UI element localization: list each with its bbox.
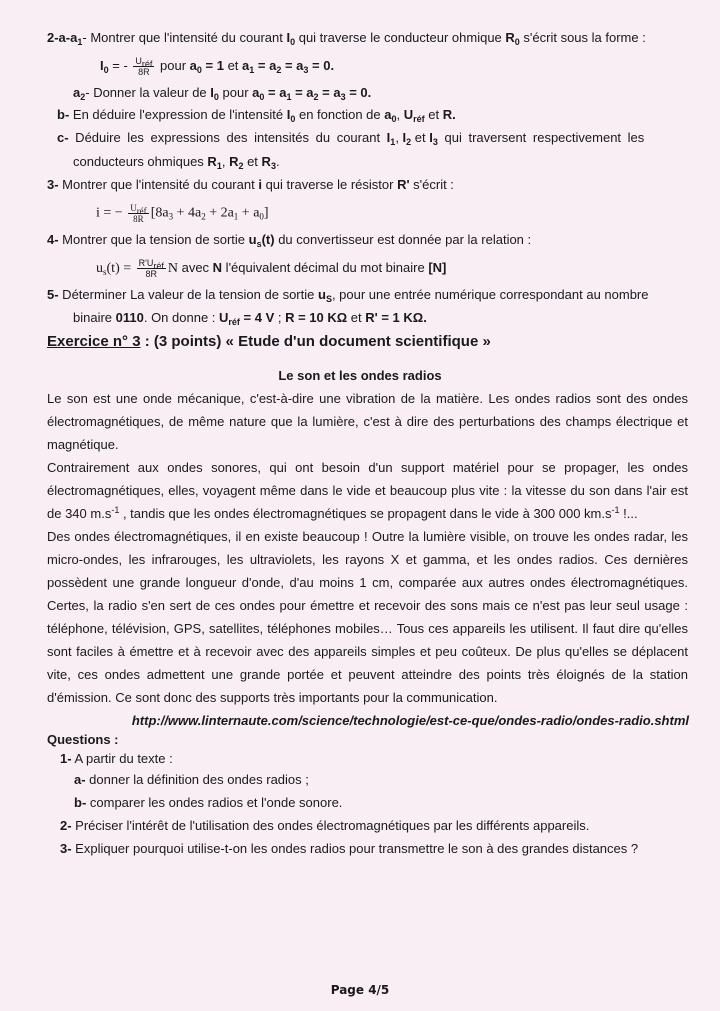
equation-i0: $I_0$ = - $\frac{U_{réf}}{8R}$ pour $a_0 = 1$ et $a_1 = a_2 = a_3 = 0$. xyxy=(100,56,335,77)
questions-title: Questions : xyxy=(47,732,119,747)
question-3: 3- Montrer que l'intensité du courant i qui traverse le résistor R' s'écrit : xyxy=(47,177,454,192)
question-b: b- En déduire l'expression de l'intensité $I_0$ en fonction de $a_0$, $U_{réf}$ et R. xyxy=(57,107,456,124)
paragraph-2: Contrairement aux ondes sonores, qui ont besoin d'un support matériel pour se propager, les ondes électromagnétiques, elles, voyagent même dans le vide et beaucoup plus vite : la vitesse du son dans l'air est de 340 $m.s^{-1}$ , tandis que les ondes électromagnétiques se propagent dans le vide à 300 000 $km.s^{-1}$ !... xyxy=(47,460,688,521)
source-url: http://www.linternaute.com/science/technologie/est-ce-que/ondes-radio/ondes-radio.shtml xyxy=(131,713,689,728)
question-ex3-1: 1- A partir du texte : xyxy=(60,751,173,766)
question-c-line1: c- Déduire les expressions des intensités du courant $I_1$, $I_2$ et $I_3$ qui traversent respectivement les xyxy=(57,130,645,147)
equation-i: i = − $\frac{U_{réf}}{8R}$ $[8a_3 + 4a_2 + 2a_1 + a_0]$ xyxy=(96,203,269,224)
question-ex3-1b: b- comparer les ondes radios et l'onde sonore. xyxy=(74,795,343,810)
text-title: Le son et les ondes radios xyxy=(278,368,442,383)
fraction: $\frac{U_{réf}}{8R}$ xyxy=(130,203,147,224)
equation-us: $u_s(t)$ = $\frac{R'U_{réf}}{8R}$ N avec N l'équivalent décimal du mot binaire [N] xyxy=(96,258,447,279)
paragraph-1: Le son est une onde mécanique, c'est-à-dire une vibration de la matière. Les ondes radios sont des ondes électromagnétiques, de même nature que la lumière, c'est à dire des perturbations des champs électrique et magnétique. xyxy=(47,391,688,452)
question-4: 4- Montrer que la tension de sortie $u_s(t)$ du convertisseur est donnée par la relation : xyxy=(47,232,532,249)
fraction: $\frac{R'U_{réf}}{8R}$ xyxy=(138,258,164,279)
page-number: Page 4/5 xyxy=(330,983,390,997)
question-ex3-1a: a- donner la définition des ondes radios ; xyxy=(74,772,309,787)
text-body xyxy=(47,387,688,709)
question-ex3-3: 3- Expliquer pourquoi utilise-t-on les ondes radios pour transmettre le son à des grandes distances ? xyxy=(60,841,639,856)
question-5-line1: 5- Déterminer La valeur de la tension de sortie $u_S$, pour une entrée numérique correspondant au nombre xyxy=(47,287,649,304)
question-5-line2: binaire 0110. On donne : $U_{réf} = 4$ V ; R = 10 KΩ et R' = 1 KΩ. xyxy=(73,310,427,327)
question-2a1: $2-a-a_1-$ Montrer que l'intensité du courant $I_0$ qui traverse le conducteur ohmique $R_0$ s'écrit sous la forme : xyxy=(47,30,646,47)
fraction: $\frac{U_{réf}}{8R}$ xyxy=(135,56,153,77)
question-a2: $a_2-$ Donner la valeur de $I_0$ pour $a_0 = a_1 = a_2 = a_3 = 0$. xyxy=(73,85,372,102)
paragraph-3: Des ondes électromagnétiques, il en existe beaucoup ! Outre la lumière visible, on trouve les ondes radar, les micro-ondes, les infrarouges, les ultraviolets, les rayons X et gamma, et les ondes radios. Ces dernières possèdent une grande longueur d'onde, d'au moins 1 cm, comparée aux autres ondes électromagnétiques. Certes, la radio s'en sert de ces ondes pour émettre et recevoir des sons mais ce n'est pas leur seul usage : téléphone, télévision, GPS, satellites, téléphones mobiles… Tous ces appareils les utilisent. Il faut dire qu'elles sont faciles à émettre et à recevoir avec des appareils simples et peu coûteux. De plus qu'elles se déplacent vite, ces ondes admettent une grande portée et peuvent atteindre des points très éloignés de la station d'émission. Ce sont donc des supports très importants pour la communication. xyxy=(47,529,688,705)
exercise-3-heading: Exercice n° 3 : (3 points) « Etude d'un document scientifique » xyxy=(47,333,491,350)
question-c-line2: conducteurs ohmiques $R_1$, $R_2$ et $R_3$. xyxy=(73,154,280,171)
question-ex3-2: 2- Préciser l'intérêt de l'utilisation des ondes électromagnétiques par les différents appareils. xyxy=(60,818,590,833)
